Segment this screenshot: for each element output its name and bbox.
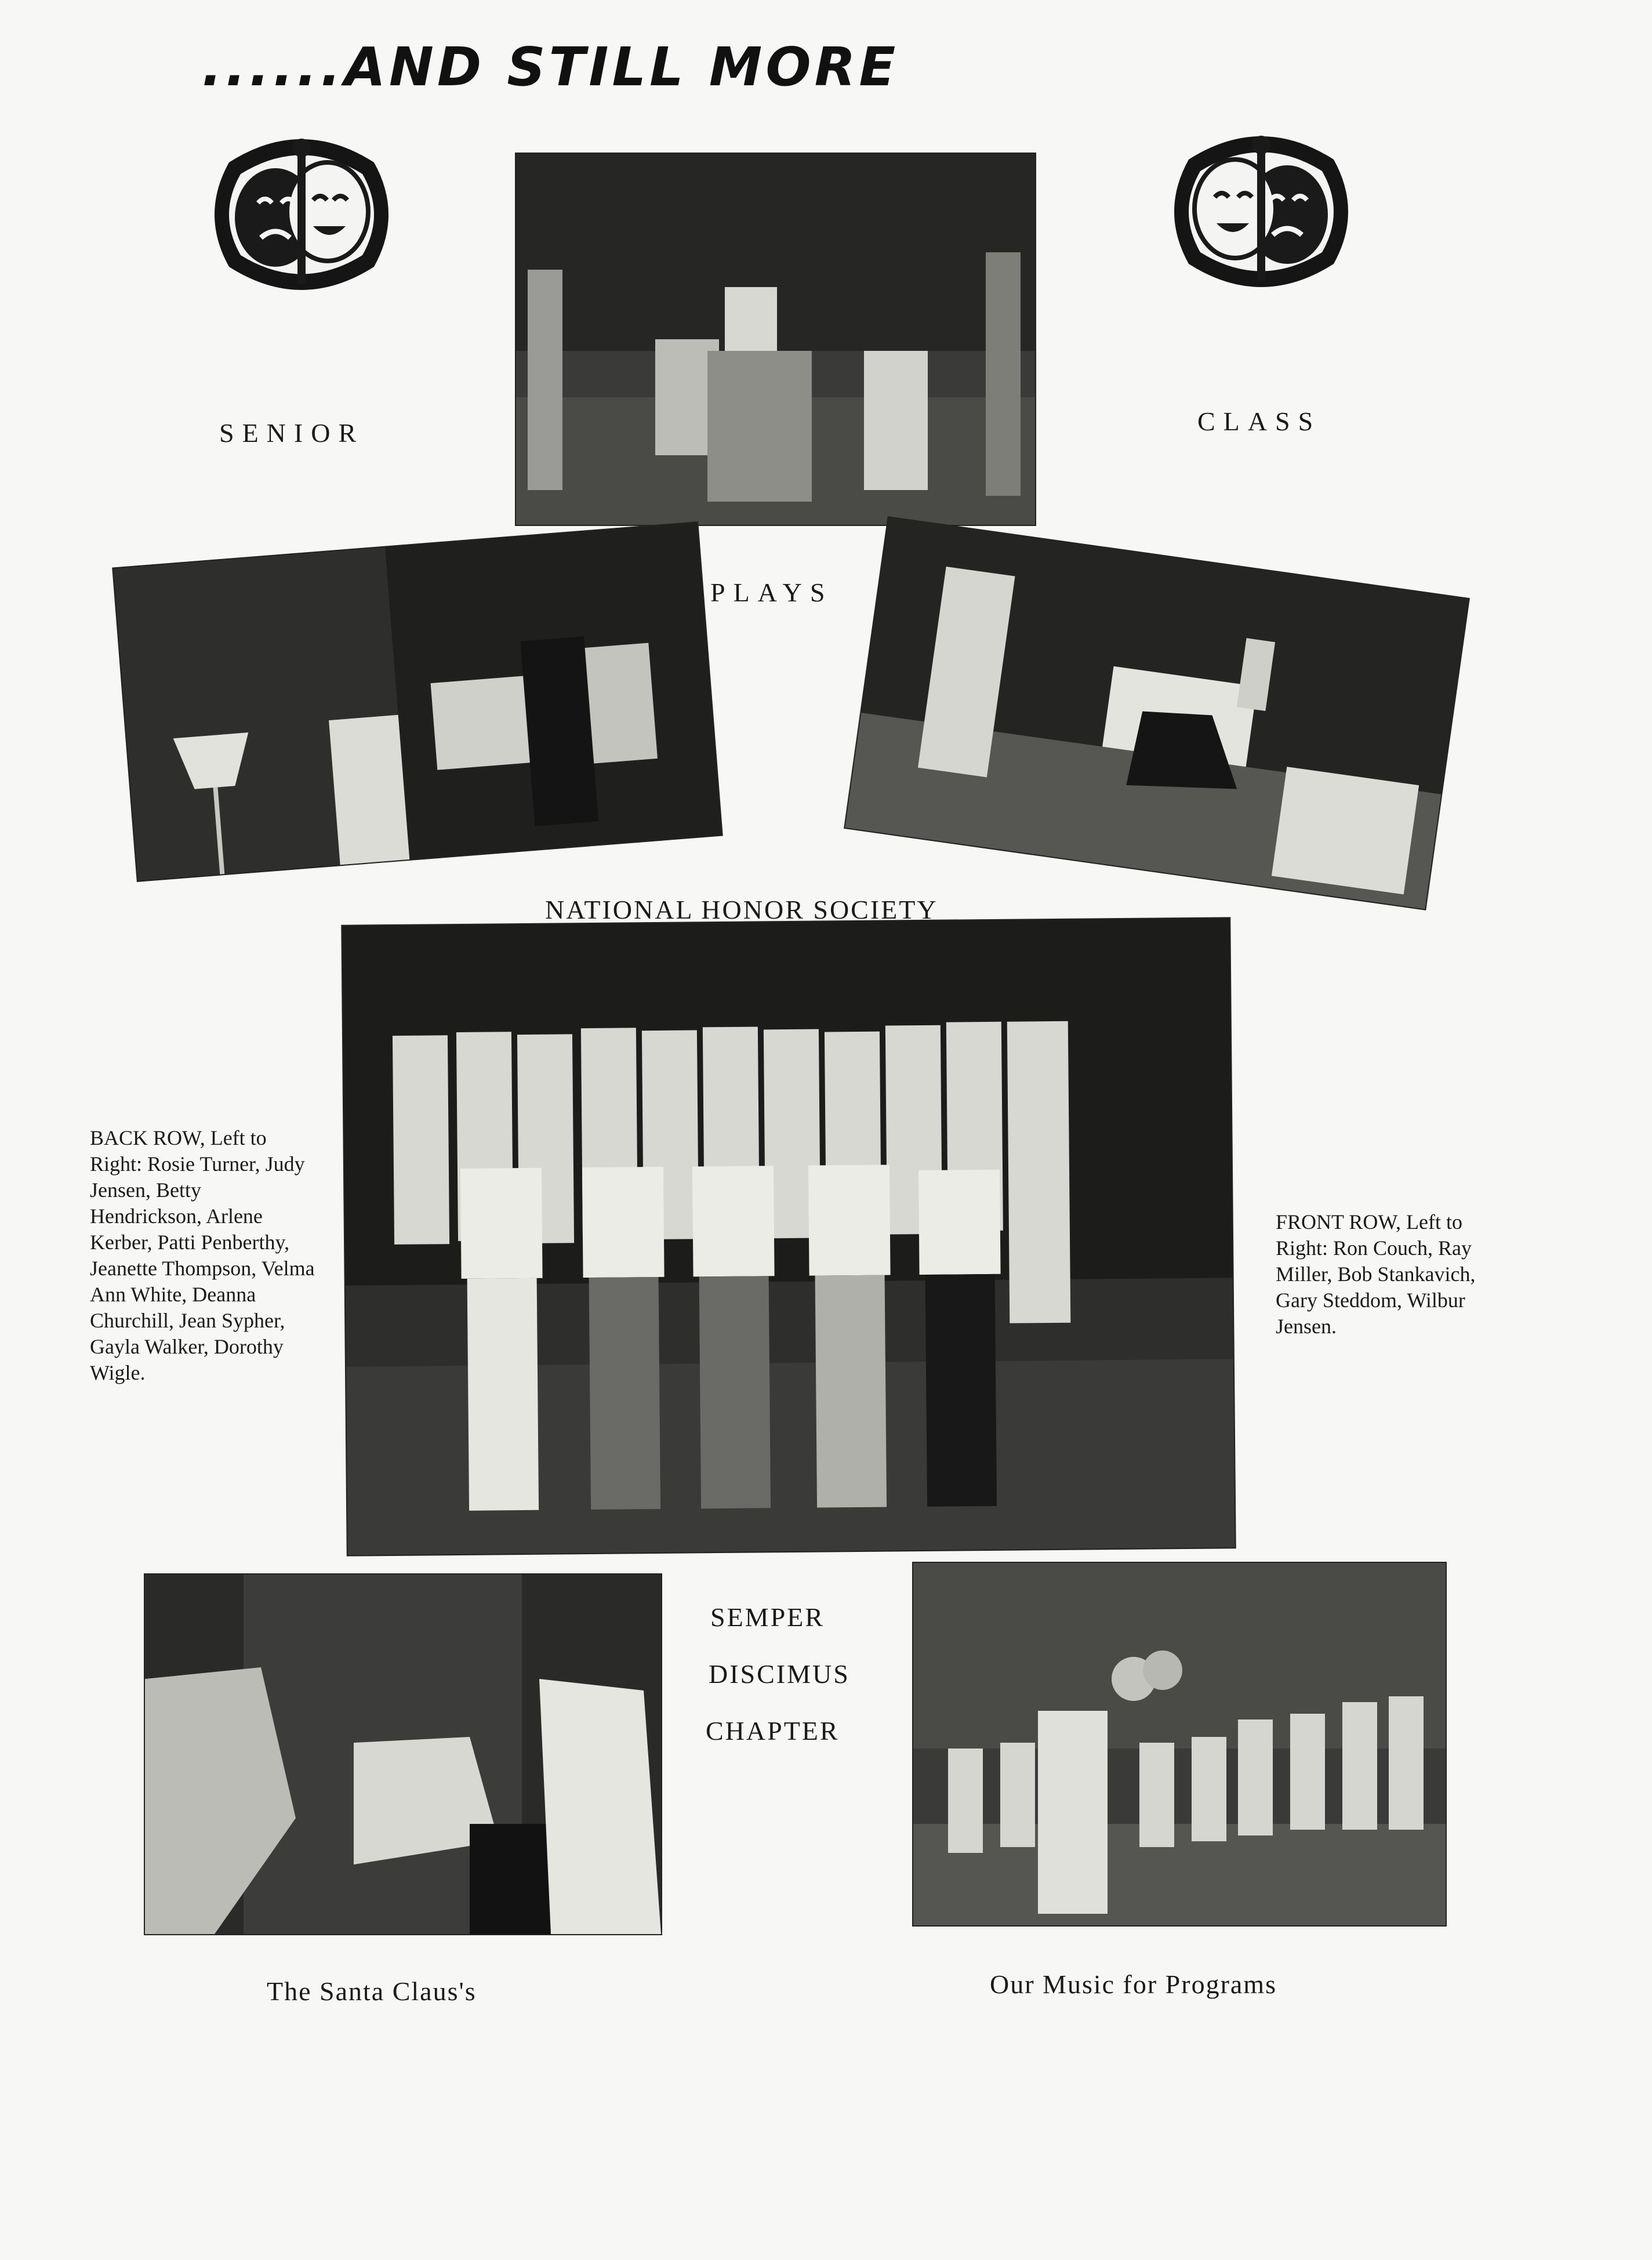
theater-masks-emblem-icon: [1166, 119, 1357, 304]
music-programs-caption: Our Music for Programs: [990, 1969, 1277, 1999]
senior-label: SENIOR: [219, 418, 365, 448]
senior-play-photo-right: [845, 517, 1468, 909]
back-row-caption: BACK ROW, Left to Right: Rosie Turner, Judy Jensen, Betty Hendrickson, Arlene Kerber, Patti Penberthy, Jeanette Thompson, Velma Ann White, Deanna Churchill, Jean Sypher, Gayla Walker, Dorothy Wigle.: [90, 1126, 315, 1384]
chapter-line-1: SEMPER: [710, 1602, 825, 1632]
chapter-line-2: DISCIMUS: [709, 1659, 850, 1689]
santa-claus-photo: [145, 1575, 661, 1934]
front-row-caption: FRONT ROW, Left to Right: Ron Couch, Ray Miller, Bob Stankavich, Gary Steddom, Wilbur Jensen.: [1276, 1210, 1476, 1338]
senior-play-photo-left: [113, 523, 721, 881]
santa-claus-caption: The Santa Claus's: [267, 1976, 477, 2006]
honor-society-photo: [342, 918, 1235, 1555]
senior-play-photo-top: [516, 154, 1035, 525]
chapter-line-3: CHAPTER: [706, 1716, 840, 1746]
plays-label: PLAYS: [710, 578, 833, 607]
honor-society-title: NATIONAL HONOR SOCIETY: [545, 895, 938, 924]
class-label: CLASS: [1197, 407, 1321, 436]
music-programs-photo: [913, 1563, 1446, 1925]
page-headline: ......AND STILL MORE: [202, 36, 899, 98]
theater-masks-emblem-icon: [206, 122, 397, 307]
